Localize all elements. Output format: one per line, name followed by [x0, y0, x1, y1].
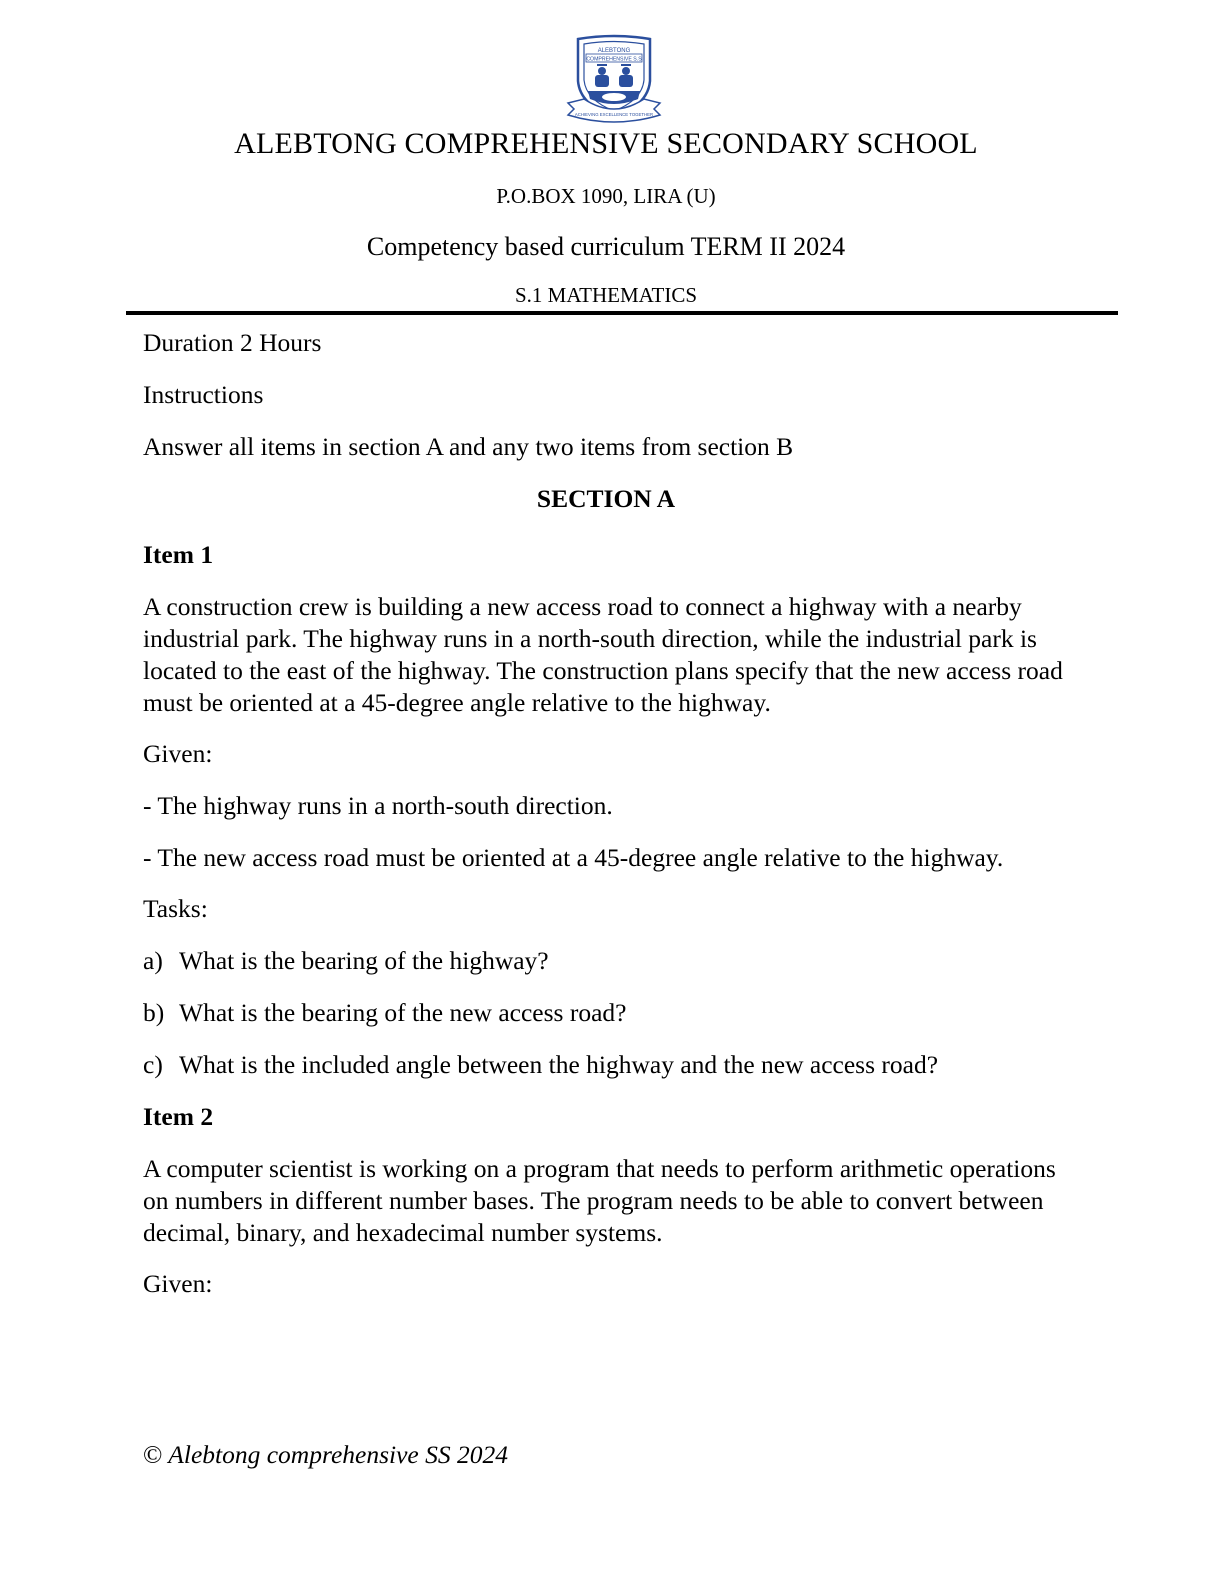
instructions-text: Answer all items in section A and any two items from section B	[143, 432, 794, 461]
task-text: What is the bearing of the new access road?	[179, 998, 627, 1027]
item-1-given-1: - The highway runs in a north-south direction.	[143, 791, 613, 820]
copyright-symbol: ©	[143, 1440, 163, 1469]
footer-text: Alebtong comprehensive SS 2024	[168, 1440, 508, 1469]
task-text: What is the bearing of the highway?	[179, 946, 549, 975]
item-1-heading: Item 1	[143, 540, 214, 569]
exam-content	[143, 327, 1083, 1320]
instructions-heading: Instructions	[143, 380, 264, 409]
task-text: What is the included angle between the highway and the new access road?	[179, 1050, 939, 1079]
school-crest-logo	[566, 33, 662, 125]
task-label: b)	[143, 998, 165, 1027]
section-a-title: SECTION A	[536, 484, 676, 513]
item-2-given-heading: Given:	[143, 1269, 213, 1298]
logo-text-top: ALEBTONG	[597, 48, 631, 54]
header-divider	[126, 311, 1118, 315]
item-1-tasks-heading: Tasks:	[143, 894, 208, 923]
footer-copyright	[143, 1440, 508, 1470]
item-1-scenario: A construction crew is building a new access road to connect a highway with a nearby industrial park. The highway runs in a north-south direction, while the industrial park is located to the east of the highway. The construction plans specify that the new access road must be oriented at a 45-degree angle relative to the highway.	[143, 592, 1063, 717]
logo-text-middle: COMPREHENSIVE S.S	[586, 56, 642, 63]
task-label: a)	[143, 946, 163, 975]
logo-ribbon-text: ACHIEVING EXCELLENCE TOGETHER	[574, 112, 654, 117]
duration: Duration 2 Hours	[143, 328, 322, 357]
exam-title: Competency based curriculum TERM II 2024	[366, 232, 846, 261]
item-1-task-a	[143, 945, 1083, 977]
school-name: ALEBTONG COMPREHENSIVE SECONDARY SCHOOL	[234, 127, 978, 160]
item-2-heading: Item 2	[143, 1102, 214, 1131]
task-label: c)	[143, 1050, 163, 1079]
school-address: P.O.BOX 1090, LIRA (U)	[496, 184, 716, 208]
item-1-task-c	[143, 1049, 1083, 1081]
item-1-given-2: - The new access road must be oriented at a 45-degree angle relative to the highway.	[143, 843, 1004, 872]
item-2-scenario: A computer scientist is working on a program that needs to perform arithmetic operations on numbers in different number bases. The program needs to be able to convert between decimal, binary, and hexadecimal number systems.	[143, 1154, 1056, 1247]
item-1-task-b	[143, 997, 1083, 1029]
subject-title: S.1 MATHEMATICS	[514, 283, 698, 307]
item-1-given-heading: Given:	[143, 739, 213, 768]
